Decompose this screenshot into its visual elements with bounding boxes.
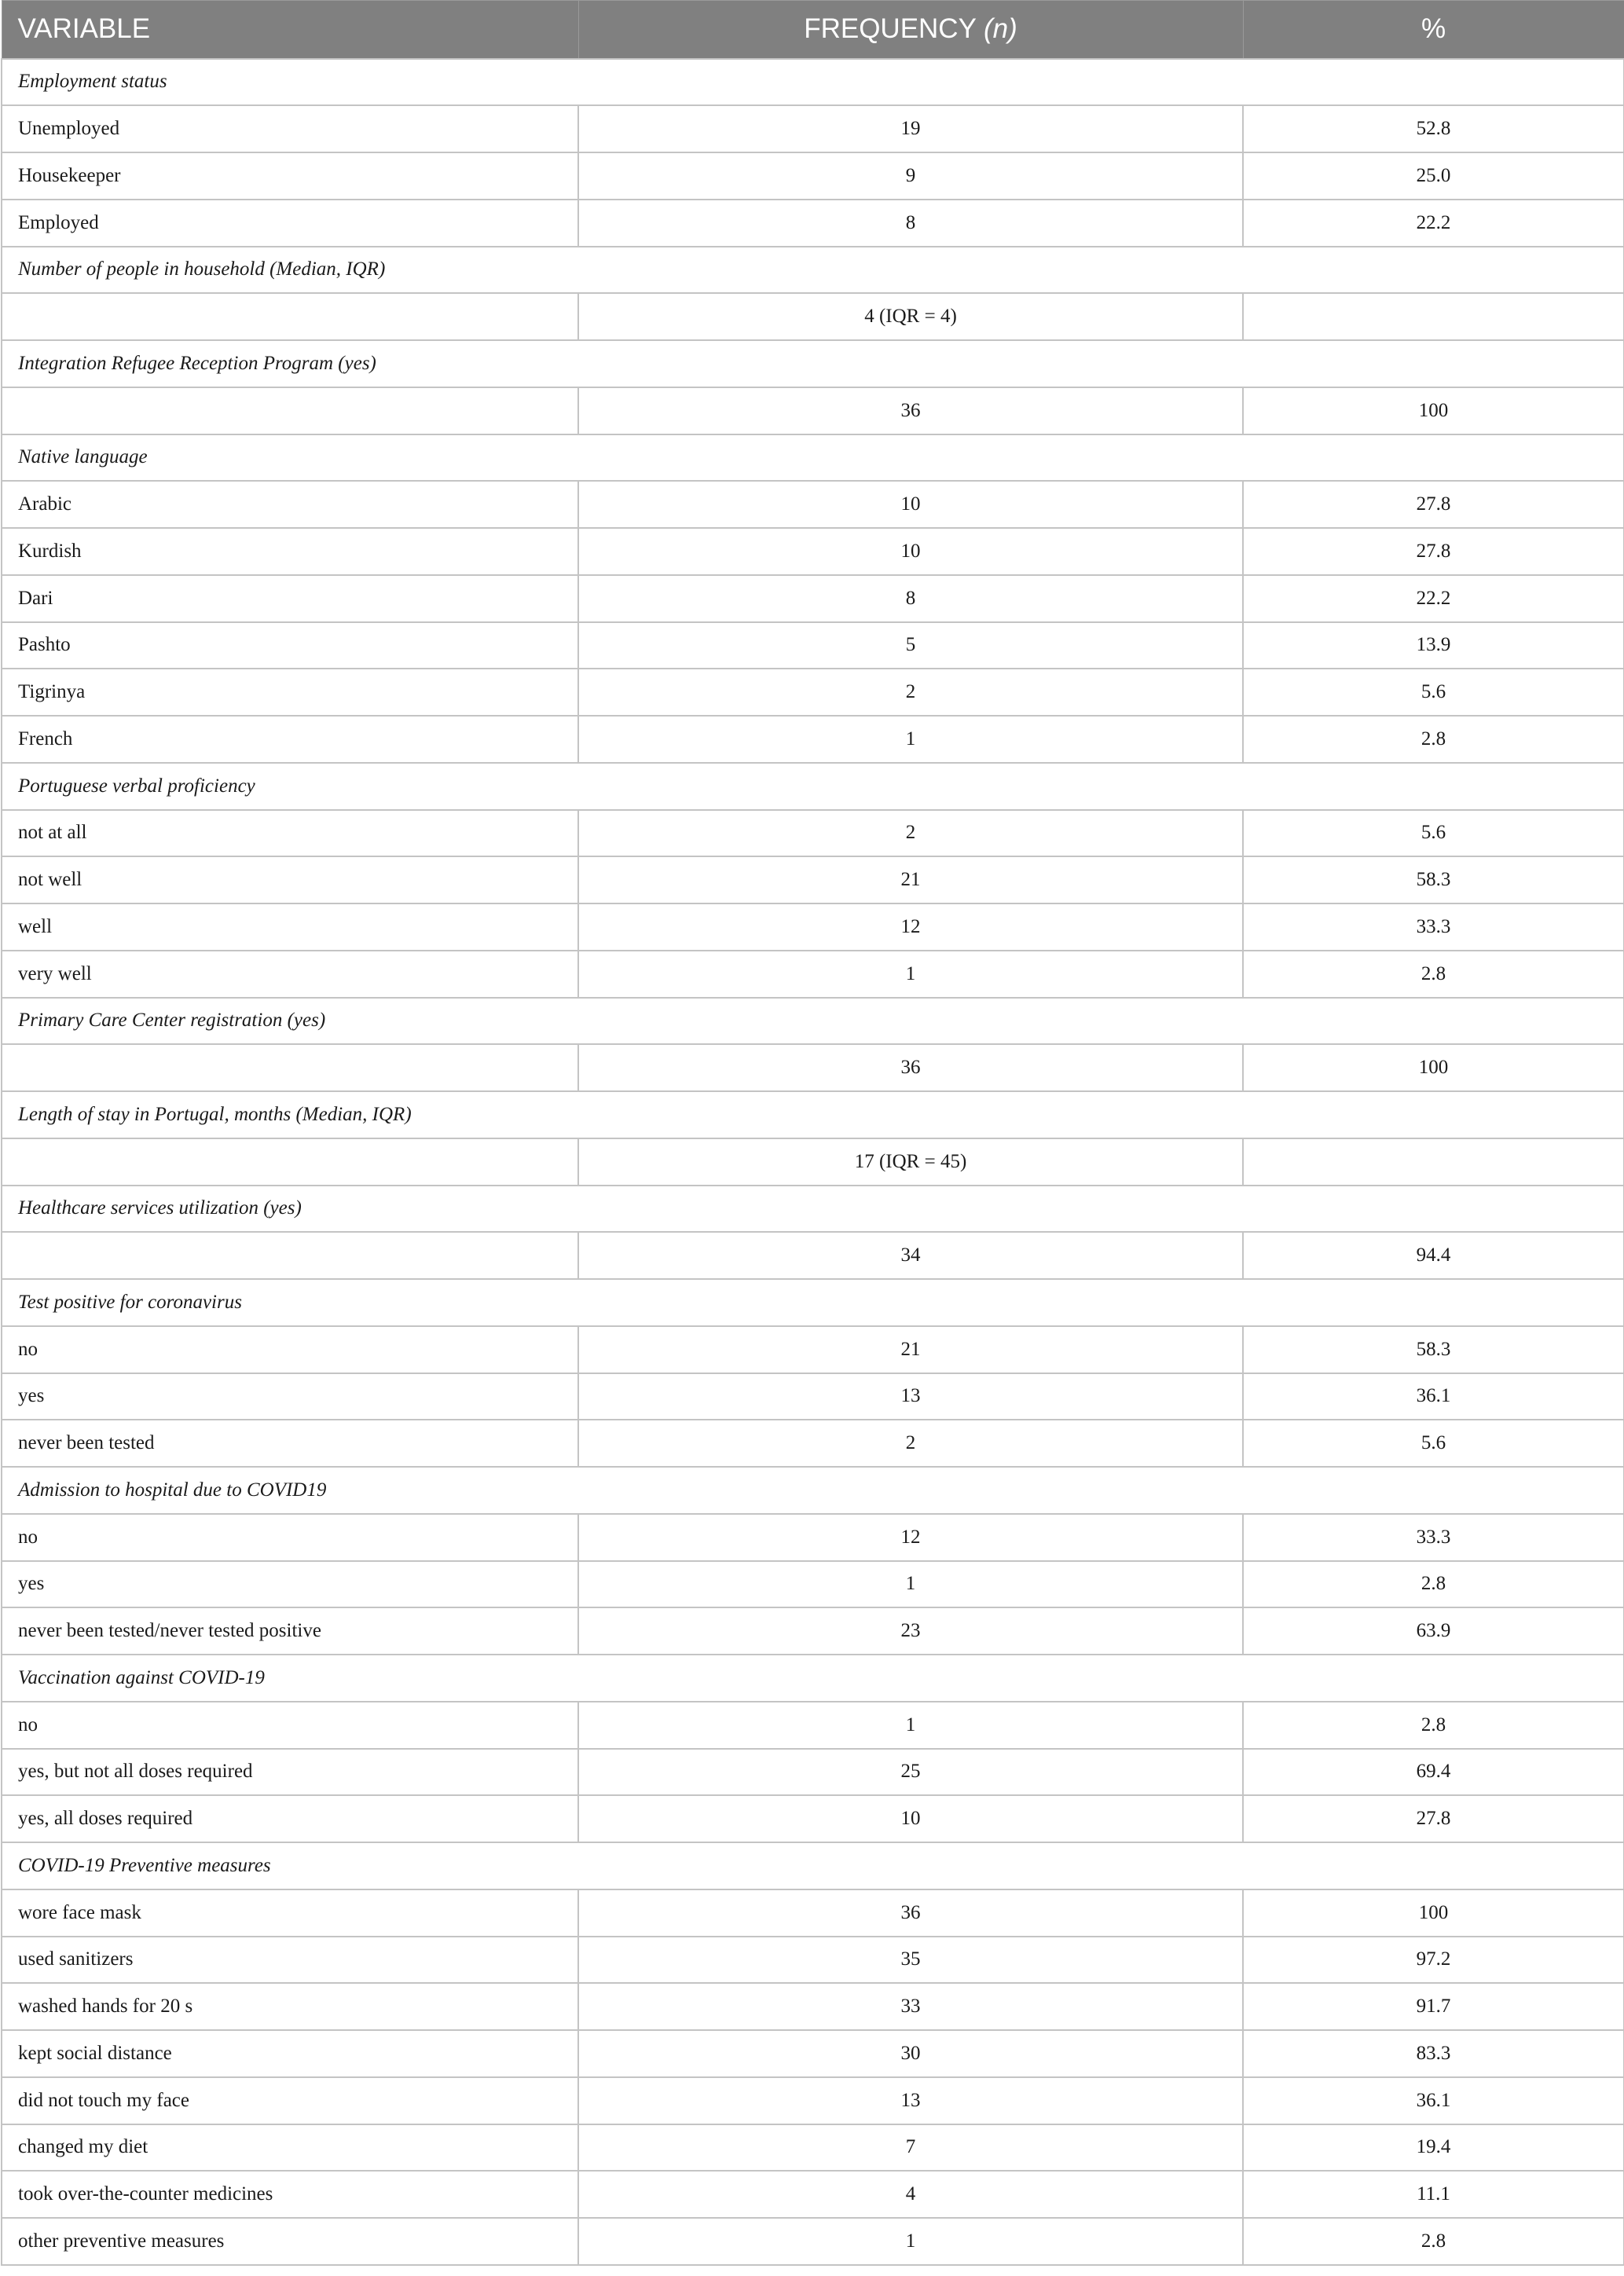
- table-row: [2, 1702, 1624, 1749]
- section-row: [2, 434, 1624, 482]
- row-frequency: 33: [578, 1983, 1243, 2030]
- row-frequency: 13: [578, 1373, 1243, 1420]
- row-frequency: 12: [578, 903, 1243, 951]
- row-label: Unemployed: [2, 105, 578, 152]
- row-frequency: 1: [578, 1702, 1243, 1749]
- table-row: [2, 669, 1624, 716]
- section-title: Vaccination against COVID-19: [2, 1655, 1624, 1702]
- data-table: [1, 0, 1624, 2266]
- row-label: [2, 293, 578, 340]
- row-percent: 97.2: [1243, 1937, 1624, 1984]
- section-title: COVID-19 Preventive measures: [2, 1842, 1624, 1889]
- table-header: [2, 1, 1624, 59]
- row-percent: 94.4: [1243, 1232, 1624, 1279]
- row-percent: [1243, 1138, 1624, 1186]
- table-row: [2, 481, 1624, 528]
- table-row: [2, 200, 1624, 247]
- table-row: [2, 528, 1624, 575]
- table-row: [2, 1607, 1624, 1655]
- table-row: [2, 1514, 1624, 1561]
- row-label: Pashto: [2, 622, 578, 669]
- row-label: very well: [2, 951, 578, 998]
- row-percent: 100: [1243, 1044, 1624, 1091]
- section-title: Primary Care Center registration (yes): [2, 998, 1624, 1045]
- row-label: not well: [2, 856, 578, 903]
- row-frequency: 12: [578, 1514, 1243, 1561]
- row-percent: 27.8: [1243, 481, 1624, 528]
- row-percent: 33.3: [1243, 903, 1624, 951]
- row-frequency: 23: [578, 1607, 1243, 1655]
- row-frequency: 21: [578, 1326, 1243, 1373]
- table-row: [2, 856, 1624, 903]
- header-frequency: [578, 1, 1243, 59]
- table-row: [2, 2030, 1624, 2077]
- row-frequency: 4 (IQR = 4): [578, 293, 1243, 340]
- row-frequency: 10: [578, 528, 1243, 575]
- row-label: Employed: [2, 200, 578, 247]
- section-row: [2, 1279, 1624, 1326]
- row-label: Dari: [2, 575, 578, 622]
- header-frequency-label: FREQUENCY: [804, 13, 977, 45]
- row-label: yes: [2, 1373, 578, 1420]
- table-row: [2, 1561, 1624, 1608]
- row-frequency: 34: [578, 1232, 1243, 1279]
- row-frequency: 21: [578, 856, 1243, 903]
- table-row: [2, 575, 1624, 622]
- row-frequency: 1: [578, 2218, 1243, 2265]
- row-percent: 100: [1243, 387, 1624, 434]
- row-percent: 36.1: [1243, 2077, 1624, 2124]
- header-row: [2, 1, 1624, 59]
- table-row: [2, 951, 1624, 998]
- table-row: [2, 387, 1624, 434]
- row-percent: 63.9: [1243, 1607, 1624, 1655]
- row-label: [2, 1138, 578, 1186]
- row-percent: 33.3: [1243, 1514, 1624, 1561]
- row-frequency: 36: [578, 387, 1243, 434]
- row-frequency: 36: [578, 1044, 1243, 1091]
- row-percent: 100: [1243, 1889, 1624, 1937]
- section-title: Number of people in household (Median, IQR): [2, 247, 1624, 294]
- table-row: [2, 1044, 1624, 1091]
- section-title: Portuguese verbal proficiency: [2, 763, 1624, 810]
- table-row: [2, 293, 1624, 340]
- row-frequency: 8: [578, 200, 1243, 247]
- row-percent: 2.8: [1243, 951, 1624, 998]
- row-label: used sanitizers: [2, 1937, 578, 1984]
- row-frequency: 9: [578, 152, 1243, 200]
- table-row: [2, 2077, 1624, 2124]
- table-row: [2, 1232, 1624, 1279]
- row-frequency: 19: [578, 105, 1243, 152]
- row-frequency: 2: [578, 669, 1243, 716]
- row-label: French: [2, 716, 578, 763]
- row-label: took over-the-counter medicines: [2, 2171, 578, 2218]
- row-label: not at all: [2, 810, 578, 857]
- row-percent: 83.3: [1243, 2030, 1624, 2077]
- row-percent: 11.1: [1243, 2171, 1624, 2218]
- table-row: [2, 1326, 1624, 1373]
- section-row: [2, 998, 1624, 1045]
- row-frequency: 25: [578, 1749, 1243, 1796]
- row-label: no: [2, 1702, 578, 1749]
- section-title: Admission to hospital due to COVID19: [2, 1467, 1624, 1514]
- row-label: did not touch my face: [2, 2077, 578, 2124]
- row-frequency: 17 (IQR = 45): [578, 1138, 1243, 1186]
- table-row: [2, 903, 1624, 951]
- row-frequency: 13: [578, 2077, 1243, 2124]
- table-row: [2, 152, 1624, 200]
- row-frequency: 8: [578, 575, 1243, 622]
- table-row: [2, 1749, 1624, 1796]
- row-label: wore face mask: [2, 1889, 578, 1937]
- row-percent: 36.1: [1243, 1373, 1624, 1420]
- header-variable: VARIABLE: [2, 1, 578, 59]
- row-percent: 5.6: [1243, 810, 1624, 857]
- row-frequency: 35: [578, 1937, 1243, 1984]
- row-percent: 69.4: [1243, 1749, 1624, 1796]
- row-percent: 27.8: [1243, 1795, 1624, 1842]
- row-percent: 5.6: [1243, 1420, 1624, 1467]
- section-row: [2, 1842, 1624, 1889]
- header-frequency-n: (n): [984, 13, 1017, 45]
- section-row: [2, 1655, 1624, 1702]
- row-label: washed hands for 20 s: [2, 1983, 578, 2030]
- row-label: [2, 387, 578, 434]
- row-percent: 2.8: [1243, 1561, 1624, 1608]
- table-row: [2, 1373, 1624, 1420]
- row-label: Arabic: [2, 481, 578, 528]
- table-row: [2, 2218, 1624, 2265]
- row-label: no: [2, 1514, 578, 1561]
- row-percent: 2.8: [1243, 1702, 1624, 1749]
- section-row: [2, 1091, 1624, 1138]
- table-row: [2, 2171, 1624, 2218]
- row-label: yes, but not all doses required: [2, 1749, 578, 1796]
- table-row: [2, 1420, 1624, 1467]
- row-label: well: [2, 903, 578, 951]
- table-row: [2, 716, 1624, 763]
- row-percent: [1243, 293, 1624, 340]
- section-title: Integration Refugee Reception Program (yes): [2, 340, 1624, 387]
- row-percent: 13.9: [1243, 622, 1624, 669]
- table-row: [2, 810, 1624, 857]
- section-title: Healthcare services utilization (yes): [2, 1186, 1624, 1233]
- row-label: [2, 1232, 578, 1279]
- section-title: Length of stay in Portugal, months (Median, IQR): [2, 1091, 1624, 1138]
- row-label: other preventive measures: [2, 2218, 578, 2265]
- section-row: [2, 763, 1624, 810]
- row-percent: 2.8: [1243, 716, 1624, 763]
- row-percent: 2.8: [1243, 2218, 1624, 2265]
- header-percent: %: [1243, 1, 1624, 59]
- row-label: yes: [2, 1561, 578, 1608]
- row-percent: 58.3: [1243, 856, 1624, 903]
- row-frequency: 36: [578, 1889, 1243, 1937]
- section-row: [2, 59, 1624, 106]
- row-percent: 27.8: [1243, 528, 1624, 575]
- row-label: no: [2, 1326, 578, 1373]
- section-title: Native language: [2, 434, 1624, 482]
- table-row: [2, 105, 1624, 152]
- section-title: Test positive for coronavirus: [2, 1279, 1624, 1326]
- table-row: [2, 1795, 1624, 1842]
- row-label: kept social distance: [2, 2030, 578, 2077]
- row-label: [2, 1044, 578, 1091]
- section-row: [2, 1467, 1624, 1514]
- row-percent: 22.2: [1243, 200, 1624, 247]
- section-row: [2, 1186, 1624, 1233]
- row-percent: 22.2: [1243, 575, 1624, 622]
- section-title: Employment status: [2, 59, 1624, 106]
- row-frequency: 2: [578, 810, 1243, 857]
- row-frequency: 1: [578, 951, 1243, 998]
- row-frequency: 10: [578, 481, 1243, 528]
- row-frequency: 1: [578, 1561, 1243, 1608]
- row-frequency: 30: [578, 2030, 1243, 2077]
- table-row: [2, 1138, 1624, 1186]
- row-frequency: 2: [578, 1420, 1243, 1467]
- row-percent: 58.3: [1243, 1326, 1624, 1373]
- row-frequency: 5: [578, 622, 1243, 669]
- row-frequency: 1: [578, 716, 1243, 763]
- table-row: [2, 622, 1624, 669]
- section-row: [2, 247, 1624, 294]
- row-frequency: 7: [578, 2124, 1243, 2172]
- row-percent: 19.4: [1243, 2124, 1624, 2172]
- table-row: [2, 1937, 1624, 1984]
- row-percent: 5.6: [1243, 669, 1624, 716]
- row-frequency: 4: [578, 2171, 1243, 2218]
- row-frequency: 10: [578, 1795, 1243, 1842]
- row-percent: 91.7: [1243, 1983, 1624, 2030]
- row-label: never been tested: [2, 1420, 578, 1467]
- table-row: [2, 1983, 1624, 2030]
- table-row: [2, 1889, 1624, 1937]
- section-row: [2, 340, 1624, 387]
- table-body: [2, 59, 1624, 2265]
- row-label: Kurdish: [2, 528, 578, 575]
- row-label: yes, all doses required: [2, 1795, 578, 1842]
- row-label: changed my diet: [2, 2124, 578, 2172]
- table-row: [2, 2124, 1624, 2172]
- row-label: Housekeeper: [2, 152, 578, 200]
- row-label: Tigrinya: [2, 669, 578, 716]
- row-percent: 25.0: [1243, 152, 1624, 200]
- row-percent: 52.8: [1243, 105, 1624, 152]
- row-label: never been tested/never tested positive: [2, 1607, 578, 1655]
